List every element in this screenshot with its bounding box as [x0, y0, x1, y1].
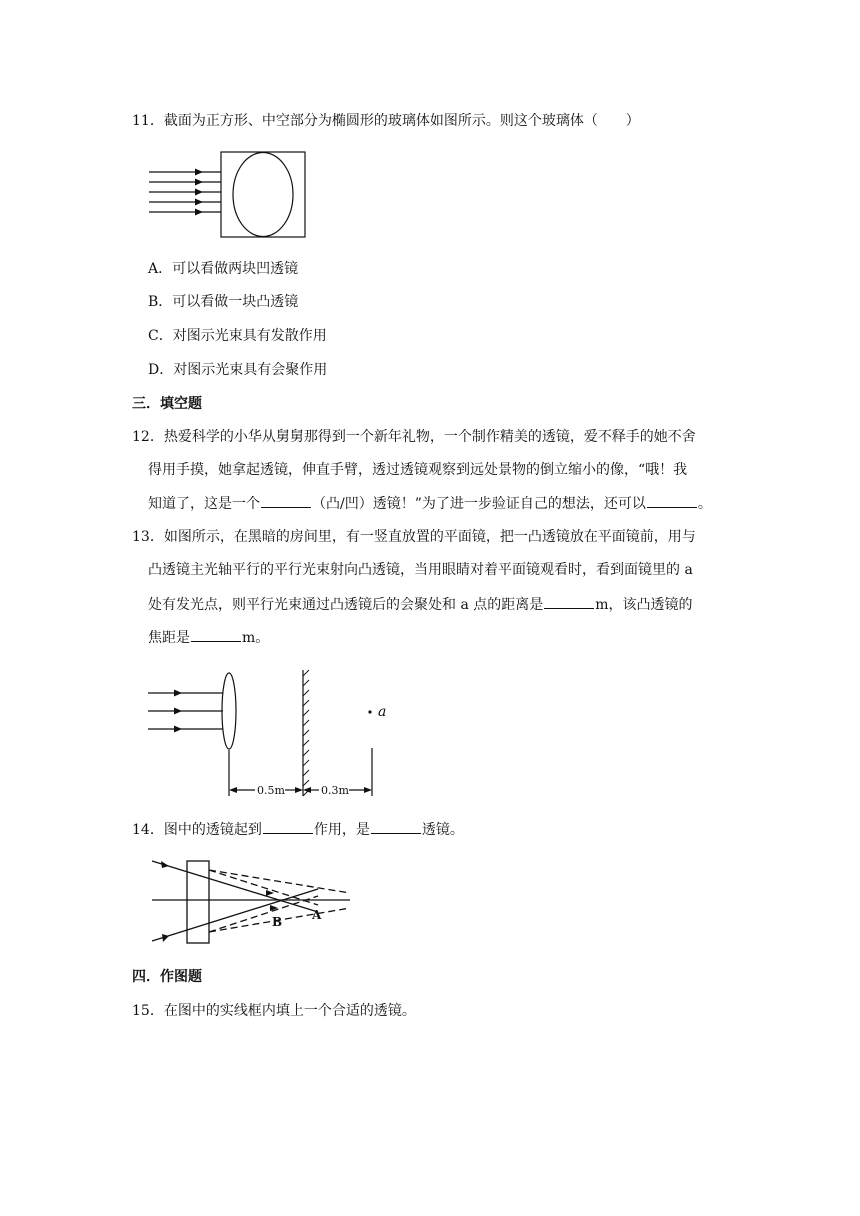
q13-figure — [145, 668, 395, 808]
mirror-hatching — [303, 670, 309, 796]
ray-arrowhead — [195, 169, 203, 176]
ray-arrowhead — [195, 189, 203, 196]
q11-option-b: B．可以看做一块凸透镜 — [148, 294, 299, 310]
q12-text: 知道了，这是一个 — [148, 496, 260, 512]
dashed-ray — [209, 896, 318, 932]
q12-text: （凸/凹）透镜！”为了进一步验证自己的想法，还可以 — [312, 496, 646, 512]
q14-text: 14．图中的透镜起到 — [132, 822, 262, 838]
q11-option-a: A．可以看做两块凹透镜 — [148, 261, 299, 277]
dimension-arrowhead — [364, 787, 372, 793]
ray-arrowhead — [174, 690, 182, 697]
convex-lens — [222, 673, 236, 749]
dimension-arrowhead — [295, 787, 303, 793]
answer-blank[interactable] — [263, 819, 313, 834]
q11-option-c: C．对图示光束具有发散作用 — [148, 328, 327, 344]
q12-text: 。 — [697, 496, 712, 512]
ray-arrowhead — [174, 708, 182, 715]
q14-text: 透镜。 — [421, 822, 464, 838]
ray-arrowhead — [195, 179, 203, 186]
point-a-dot — [368, 710, 371, 713]
focus-label-b: B — [272, 915, 283, 929]
ray-arrowhead — [161, 861, 169, 868]
q14-text: 作用，是 — [313, 822, 370, 838]
q13-line-2: 凸透镜主光轴平行的平行光束射向凸透镜，当用眼睛对着平面镜观看时，看到面镜里的 a — [148, 562, 693, 578]
answer-blank[interactable] — [647, 493, 697, 508]
q14-figure — [150, 855, 360, 950]
ray-arrowhead — [162, 934, 169, 942]
q13-line-4 — [148, 627, 269, 648]
q14-line — [132, 819, 464, 840]
q11-stem: 11．截面为正方形、中空部分为椭圆形的玻璃体如图所示。则这个玻璃体（ ） — [132, 113, 640, 129]
ray-arrowhead — [174, 726, 182, 733]
q11-option-d: D．对图示光束具有会聚作用 — [148, 362, 328, 378]
distance-label-mirror-a: 0.3m — [321, 784, 349, 797]
q13-text: 处有发光点，则平行光束通过凸透镜后的会聚处和 a 点的距离是 — [148, 597, 544, 613]
q13-line-1: 13．如图所示，在黑暗的房间里，有一竖直放置的平面镜，把一凸透镜放在平面镜前，用与 — [132, 529, 696, 545]
q13-text: 焦距是 — [148, 630, 190, 646]
q13-line-3 — [148, 594, 693, 615]
ray-arrowhead — [195, 209, 203, 216]
q13-text: m。 — [242, 630, 270, 646]
distance-label-lens-mirror: 0.5m — [257, 784, 285, 797]
section-heading-fill-in: 三．填空题 — [132, 396, 202, 412]
dashed-ray — [209, 870, 350, 893]
dimension-arrowhead — [229, 787, 237, 793]
glass-ellipse-hollow — [233, 153, 293, 237]
point-a-label: a — [378, 704, 387, 720]
answer-blank[interactable] — [261, 493, 311, 508]
focus-label-a: A — [312, 908, 322, 922]
q13-text: m，该凸透镜的 — [595, 597, 693, 613]
q12-line-1: 12．热爱科学的小华从舅舅那得到一个新年礼物，一个制作精美的透镜，爱不释手的她不舍 — [132, 429, 696, 445]
q12-line-3 — [148, 493, 712, 514]
q12-line-2: 得用手摸，她拿起透镜，伸直手臂，透过透镜观察到远处景物的倒立缩小的像，“哦！我 — [148, 462, 688, 478]
ray-arrowhead — [195, 199, 203, 206]
section-heading-drawing: 四．作图题 — [132, 969, 202, 985]
answer-blank[interactable] — [191, 627, 241, 642]
answer-blank[interactable] — [544, 594, 594, 609]
q15-stem: 15．在图中的实线框内填上一个合适的透镜。 — [132, 1003, 416, 1019]
answer-blank[interactable] — [371, 819, 421, 834]
q11-figure — [145, 150, 310, 240]
